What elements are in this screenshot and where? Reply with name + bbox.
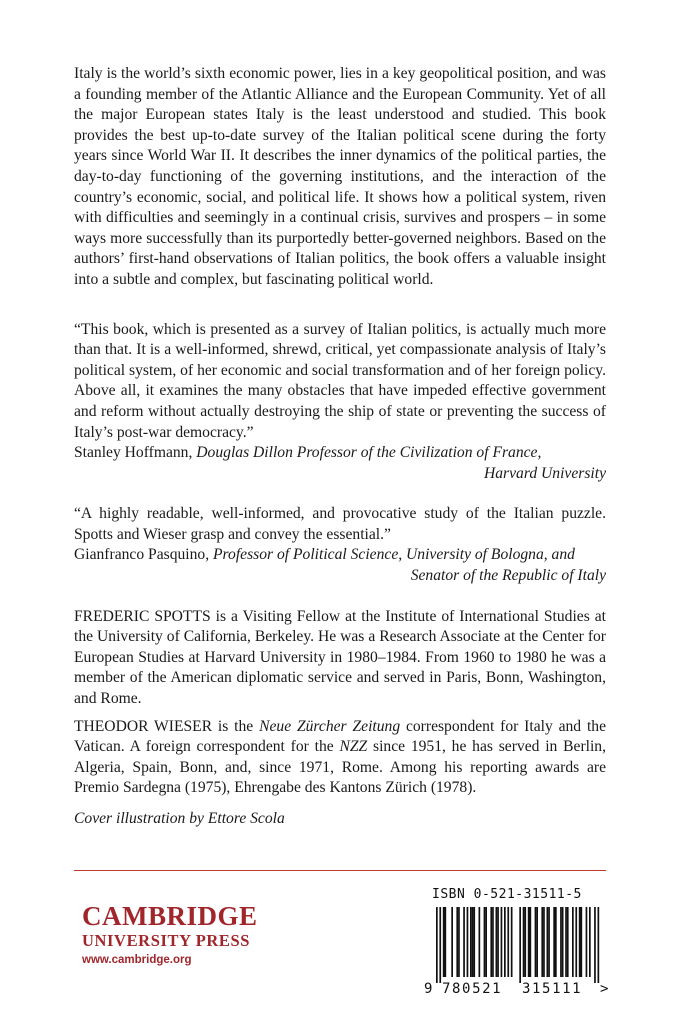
barcode-bar	[555, 907, 557, 977]
barcode-bar	[565, 907, 567, 977]
barcode-bar	[492, 907, 494, 977]
newspaper-name: Neue Zürcher Zeitung	[259, 717, 401, 735]
barcode-bar	[463, 907, 465, 977]
barcode-bar	[511, 907, 513, 977]
barcode	[424, 905, 610, 997]
barcode-bar	[536, 907, 538, 977]
barcode-bar	[535, 907, 537, 977]
review-quote-pasquino: “A highly readable, well-informed, and provocative study of the Italian puzzle. Spotts and Wieser grasp and convey the essential.”	[74, 505, 606, 543]
barcode-bar	[458, 907, 460, 977]
barcode-bar	[575, 907, 577, 977]
barcode-bar	[579, 907, 581, 977]
barcode-bar	[581, 907, 583, 977]
barcode-bar	[456, 907, 458, 977]
reviewer-name: Stanley Hoffmann,	[74, 444, 193, 462]
barcode-bar	[504, 907, 506, 977]
review-attribution-pasquino	[74, 545, 606, 566]
barcode-end-mark: >	[600, 981, 609, 997]
barcode-bar	[586, 907, 588, 977]
barcode-bar	[470, 907, 472, 977]
cover-credit: Cover illustration by Ettore Scola	[74, 810, 285, 827]
barcode-bar	[485, 907, 487, 977]
barcode-bar	[524, 907, 526, 977]
barcode-bar	[589, 907, 591, 977]
barcode-bar	[553, 907, 555, 977]
barcode-lead-digit: 9	[424, 981, 433, 997]
barcode-bar	[543, 907, 545, 977]
newspaper-abbrev: NZZ	[339, 738, 368, 756]
barcode-digits-left: 780521	[442, 981, 503, 997]
barcode-bar	[594, 907, 596, 983]
book-blurb: Italy is the world’s sixth economic power, lies in a key geopolitical position, and was a founding member of the Atlantic Alliance and the European Community. Yet of all the major European states Italy is the least understood and studied. This book provides the best up-to-date survey of the Italian political scene during the forty years since World War II. It describes the inner dynamics of the political parties, the day-to-day functioning of the governing institutions, and the interaction of the country’s economic, social, and political life. It shows how a political system, riven with difficulties and seemingly in a continual crisis, survives and prospers – in some ways more successfully than its purportedly better-governed neighbors. Based on the authors’ first-hand observations of Italian politics, the book offers a valuable insight into a subtle and complex, but fascinating political world.	[74, 65, 606, 288]
reviewer-name: Gianfranco Pasquino,	[74, 546, 210, 564]
publisher-press: UNIVERSITY PRESS	[82, 931, 251, 950]
author-bio-wieser: THEODOR WIESER is the Neue Zürcher Zeitung correspondent for Italy and the Vatican. A foreign correspondent for the NZZ since 1951, he has served in Berlin, Algeria, Spain, Bonn, and, since 1971, Rome. Among his reporting awards are Premio Sardegna (1975), Ehrengabe des Kantons Zürich (1978).	[74, 717, 606, 797]
barcode-bar	[443, 907, 445, 977]
barcode-bar	[530, 907, 532, 977]
barcode-bar	[541, 907, 543, 977]
reviewer-institution: Senator of the Republic of Italy	[410, 567, 606, 585]
barcode-bar	[548, 907, 550, 977]
barcode-bars	[436, 907, 599, 983]
barcode-bar	[523, 907, 525, 977]
back-cover-text	[74, 64, 606, 830]
barcode-bar	[451, 907, 453, 977]
isbn-label: ISBN 0-521-31511-5	[432, 887, 582, 902]
barcode-bar	[501, 907, 503, 977]
barcode-bar	[479, 907, 481, 977]
reviewer-institution: Harvard University	[484, 464, 606, 482]
barcode-bar	[496, 907, 498, 977]
barcode-bar	[528, 907, 530, 977]
barcode-bar	[490, 907, 492, 977]
barcode-bar	[547, 907, 549, 977]
barcode-bar	[497, 907, 499, 977]
publisher-url: www.cambridge.org	[82, 954, 192, 966]
barcode-bar	[560, 907, 562, 977]
isbn-barcode-block	[424, 887, 610, 997]
barcode-bar	[439, 907, 441, 983]
publisher-logo	[82, 901, 258, 968]
barcode-bar	[562, 907, 564, 977]
barcode-bar	[445, 907, 447, 977]
barcode-bar	[473, 907, 475, 977]
barcode-digits-right: 315111	[522, 981, 583, 997]
barcode-bar	[472, 907, 474, 977]
barcode-bar	[519, 907, 521, 983]
barcode-bar	[507, 907, 509, 977]
divider-rule	[74, 870, 606, 871]
barcode-bar	[598, 907, 600, 983]
barcode-bar	[436, 907, 438, 983]
publisher-name: CAMBRIDGE	[82, 901, 258, 931]
reviewer-title: Professor of Political Science, University of Bologna, and	[213, 546, 575, 564]
barcode-bar	[467, 907, 469, 977]
reviewer-title: Douglas Dillon Professor of the Civilization of France,	[196, 444, 542, 462]
barcode-bar	[572, 907, 574, 977]
barcode-bar	[484, 907, 486, 977]
review-attribution-hoffmann	[74, 443, 606, 464]
barcode-bar	[567, 907, 569, 977]
author-bio-spotts: FREDERIC SPOTTS is a Visiting Fellow at the Institute of International Studies at the University of California, Berkeley. He was a Research Associate at the Center for European Studies at Harvard University in 1980–1984. From 1960 to 1980 he was a member of the American diplomatic service and served in Paris, Bonn, Washington, and Rome.	[74, 607, 606, 708]
review-quote-hoffmann: “This book, which is presented as a survey of Italian politics, is actually much more than that. It is a well-informed, shrewd, critical, yet compassionate analysis of Italy’s political system, of her economic and social transformation and of her foreign policy. Above all, it examines the many obstacles that have impeded effective government and reform without actually destroying the ship of state or preventing the success of Italy’s post-war democracy.”	[74, 320, 606, 441]
